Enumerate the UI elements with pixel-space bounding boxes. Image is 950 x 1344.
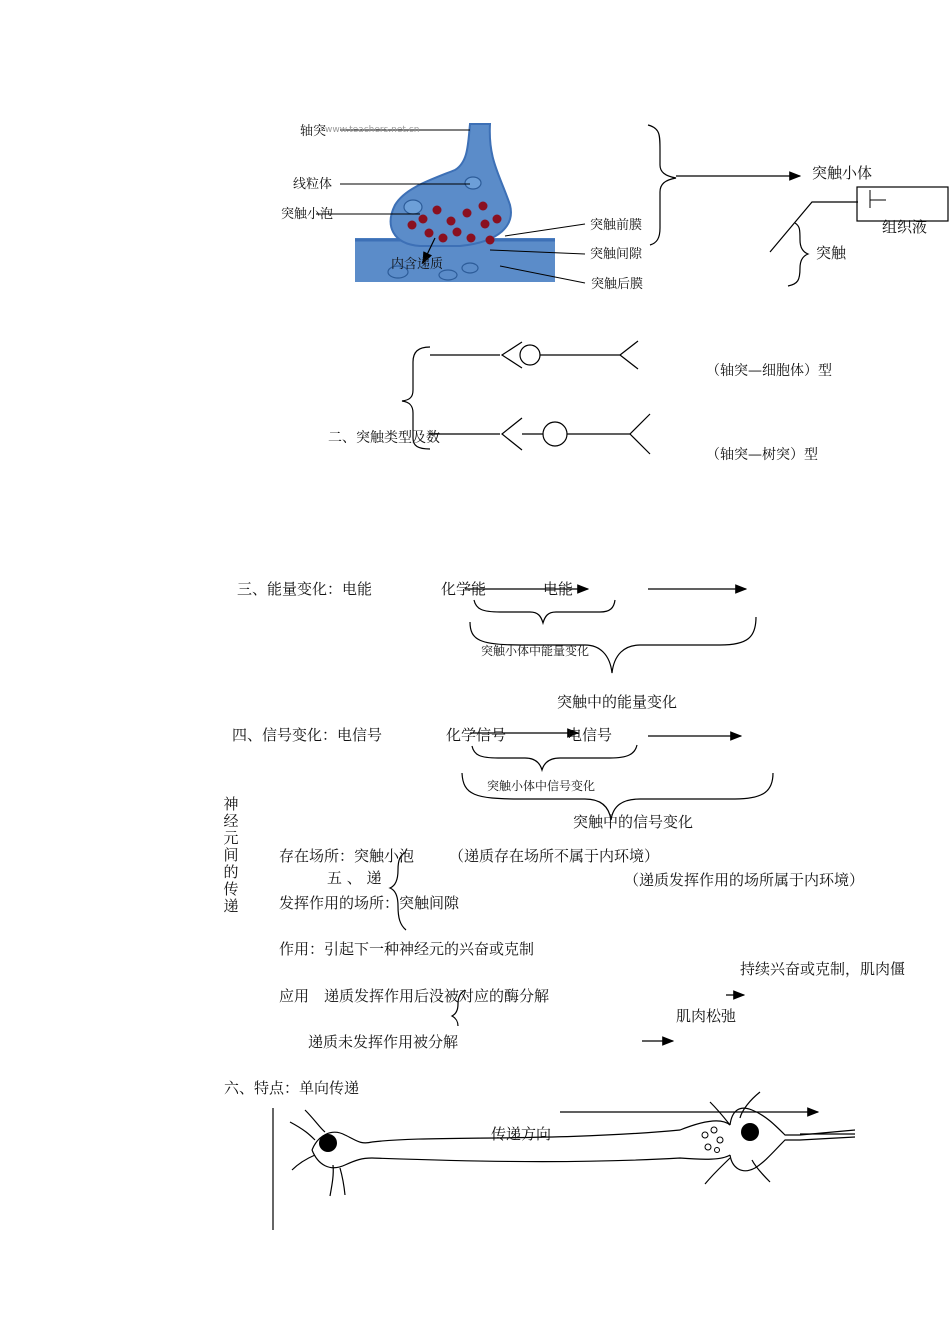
section5-site-note: （递质发挥作用的场所属于内环境） (624, 871, 865, 889)
section5-outcome1: 持续兴奋或克制，肌肉僵 (740, 960, 906, 978)
section5-site: 发挥作用的场所：突触间隙 (279, 894, 460, 912)
soma-nucleus-right (741, 1123, 759, 1141)
label-bouton: 突触小体 (812, 164, 873, 182)
section5-application: 应用 递质发挥作用后没被对应的酶分解 (279, 987, 550, 1005)
section5-unbroken: 递质未发挥作用被分解 (308, 1033, 459, 1051)
section3-synapse-change: 突触中的能量变化 (557, 693, 678, 711)
tissue-fluid-box (857, 187, 948, 221)
label-pre-membrane: 突触前膜 (590, 218, 643, 233)
type1-diagram (430, 341, 638, 369)
section6-title: 六、特点：单向传递 (224, 1079, 360, 1097)
section4-end: 电信号 (567, 726, 613, 744)
section5-location: 存在场所：突触小泡 (279, 847, 415, 865)
watermark: www.teachers.net.cn (325, 125, 420, 135)
section3-bouton-change: 突触小体中能量变化 (481, 644, 590, 658)
mitochondrion (404, 200, 422, 214)
label-axon: 轴突 (300, 124, 327, 139)
type2-label: （轴突—树突）型 (706, 447, 818, 463)
section5-side-title: 神经元间的传递 (223, 795, 239, 915)
synapse-illustration (316, 124, 585, 283)
section5-location-note: （递质存在场所不属于内环境） (449, 847, 660, 865)
section5-heading: 五 、 递 (327, 869, 382, 887)
label-post-membrane: 突触后膜 (591, 277, 644, 292)
section5-outcome2: 肌肉松弛 (676, 1007, 737, 1025)
mitochondrion (465, 177, 481, 189)
type1-label: （轴突—细胞体）型 (706, 363, 832, 379)
section4-lead: 四、信号变化：电信号 (232, 726, 383, 744)
bouton-brace (648, 125, 676, 245)
section3-lead: 三、能量变化：电能 (237, 580, 373, 598)
neuron-drawing (290, 1092, 855, 1196)
section4-mid: 化学信号 (446, 726, 507, 744)
label-transmitter: 内含递质 (391, 257, 444, 272)
section5-effect: 作用：引起下一种神经元的兴奋或克制 (279, 940, 535, 958)
section6-direction: 传递方向 (491, 1125, 552, 1143)
section3-mid: 化学能 (441, 580, 487, 598)
label-tissue-fluid: 组织液 (882, 218, 928, 236)
section4-bouton-change: 突触小体中信号变化 (487, 779, 596, 793)
label-mitochondria: 线粒体 (293, 177, 333, 192)
type2-diagram (430, 414, 650, 454)
synapse-brace (788, 223, 808, 286)
label-cleft: 突触间隙 (590, 247, 643, 262)
section2-title: 二、突触类型及数 (328, 430, 440, 446)
section4-synapse-change: 突触中的信号变化 (573, 813, 694, 831)
soma-nucleus-left (319, 1134, 337, 1152)
section3-end: 电能 (543, 580, 574, 598)
label-synapse: 突触 (816, 244, 847, 262)
label-vesicle: 突触小泡 (281, 207, 334, 222)
